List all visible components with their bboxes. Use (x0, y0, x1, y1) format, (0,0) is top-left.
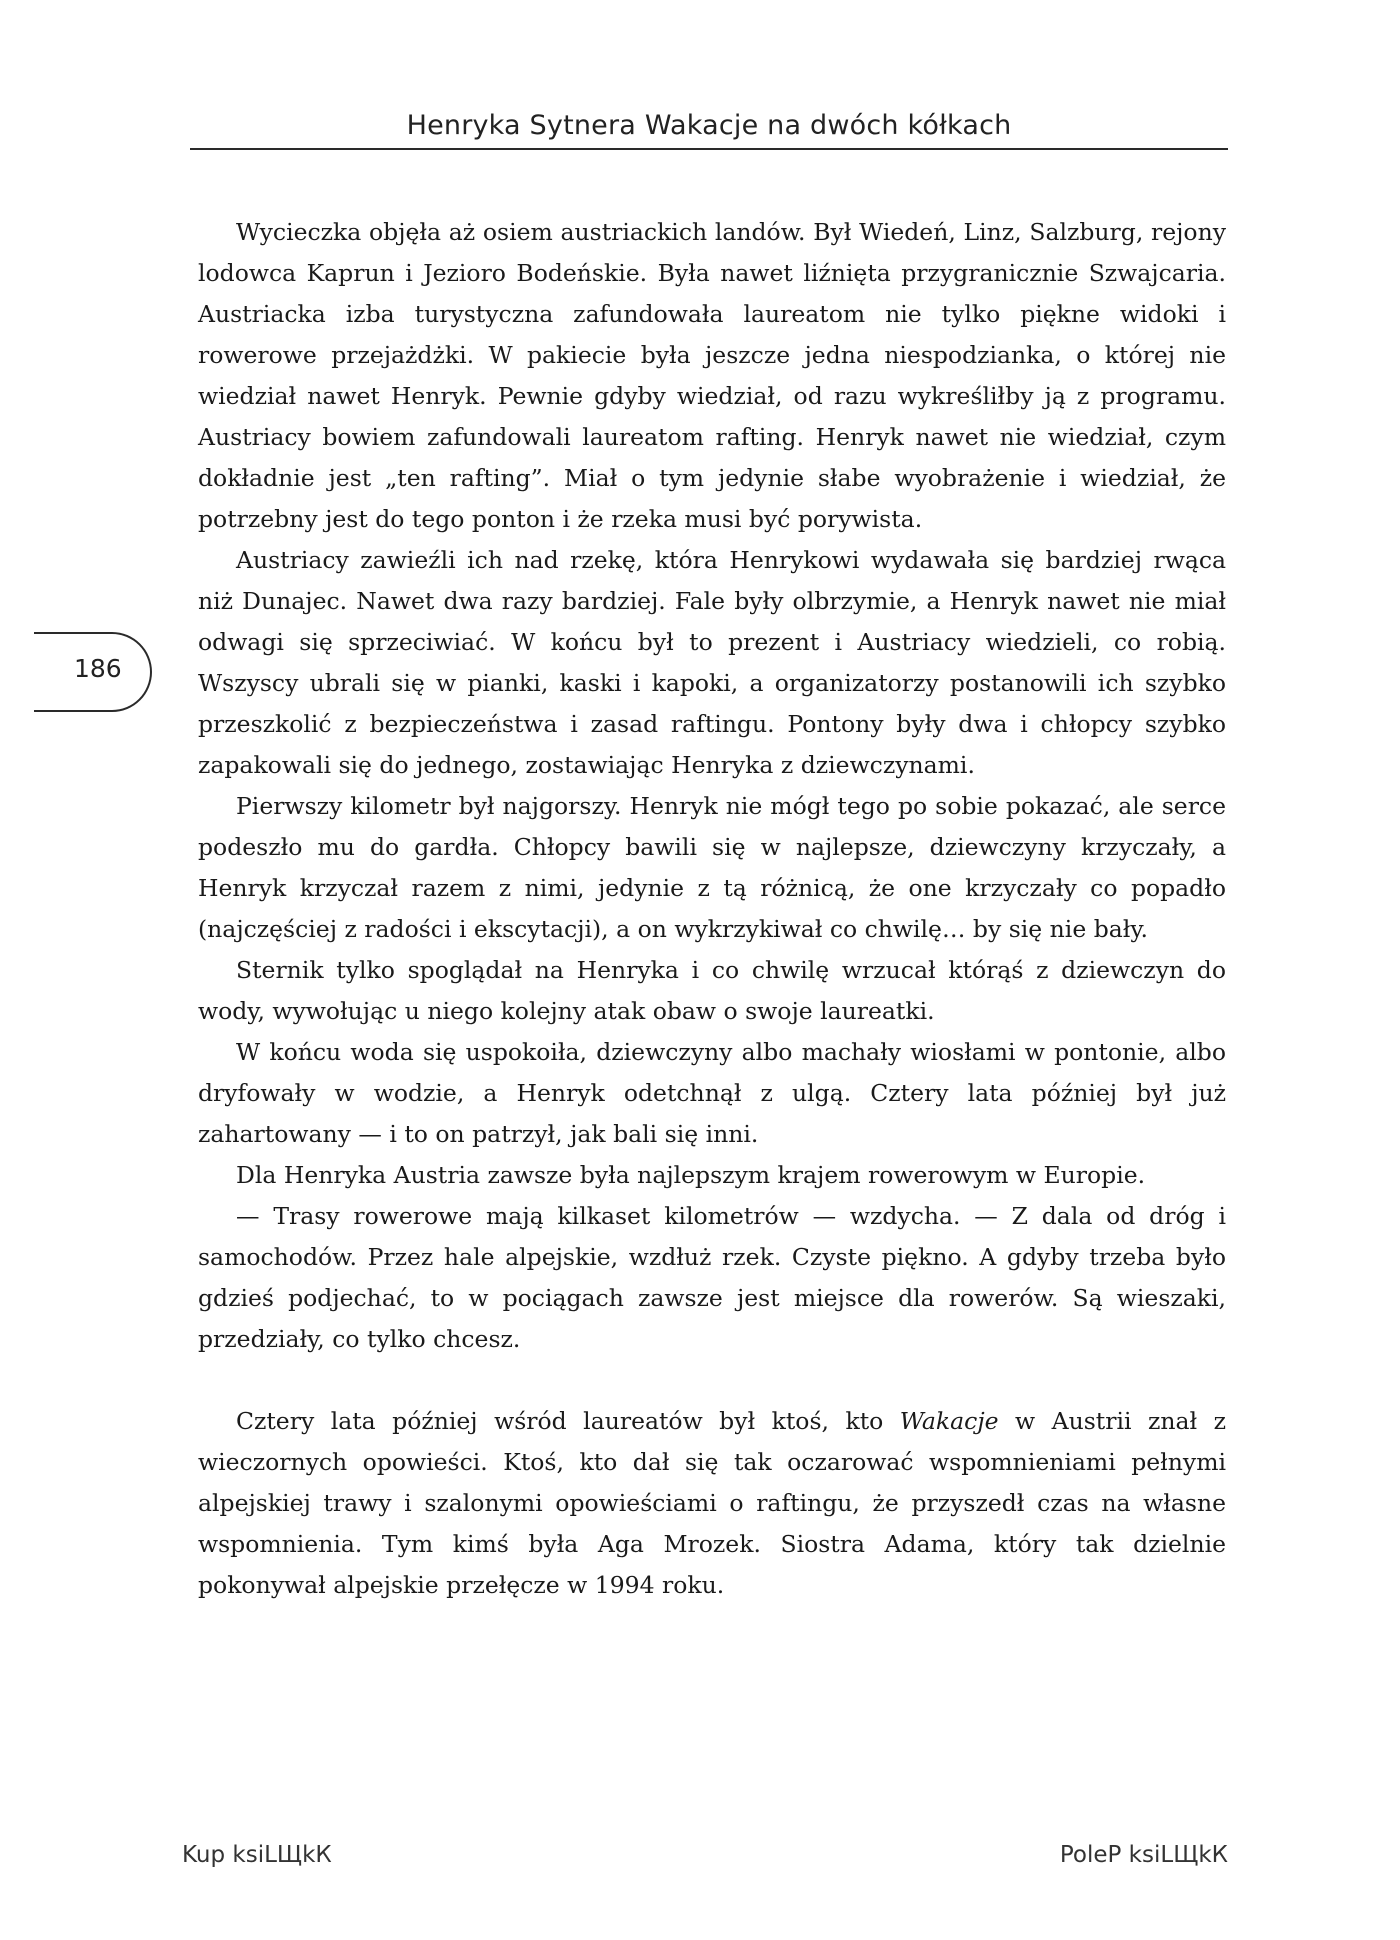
body-text (198, 212, 1226, 1606)
paragraph: Dla Henryka Austria zawsze była najlepszym krajem rowerowym w Europie. (236, 1161, 1146, 1189)
final-paragraph-end: w Austrii znał z wieczornych opowieści. Ktoś, kto dał się tak oczarować wspomnieniami pełnymi alpejskiej trawy i szalonymi opowieściami o raftingu, że przyszedł czas na własne wspomnienia. Tym kimś była Aga Mrozek. Siostra Adama, który tak dzielnie pokonywał alpejskie przełęcze w 1994 roku. (198, 1407, 1226, 1599)
page-number: 186 (74, 654, 122, 683)
page-number-tab (34, 632, 152, 712)
paragraph: Sternik tylko spoglądał na Henryka i co chwilę wrzucał którąś z dziewczyn do wody, wywołując u niego kolejny atak obaw o swoje laureatki. (198, 956, 1226, 1025)
section-break (198, 1360, 1226, 1401)
paragraph: W końcu woda się uspokoiła, dziewczyny albo machały wiosłami w pontonie, albo dryfowały w wodzie, a Henryk odetchnął z ulgą. Cztery lata później był już zahartowany — i to on patrzył, jak bali się inni. (198, 1038, 1226, 1148)
running-head (190, 108, 1228, 150)
paragraph: Pierwszy kilometr był najgorszy. Henryk nie mógł tego po sobie pokazać, ale serce podeszło mu do gardła. Chłopcy bawili się w najlepsze, dziewczyny krzyczały, a Henryk krzyczał razem z nimi, jedynie z tą różnicą, że one krzyczały co popadło (najczęściej z radości i ekscytacji), a on wykrzykiwał co chwilę… by się nie bały. (198, 792, 1226, 943)
footer-recommend-book-link[interactable]: PoleP ksiLЩkК (1059, 1842, 1228, 1868)
final-paragraph-start: Cztery lata później wśród laureatów był ktoś, kto (236, 1407, 900, 1435)
book-title-italic: Wakacje (899, 1407, 999, 1435)
paragraph: Wycieczka objęła aż osiem austriackich landów. Był Wiedeń, Linz, Salzburg, rejony lodowca Kaprun i Jezioro Bodeńskie. Była nawet liźnięta przygranicznie Szwajcaria. Austriacka izba turystyczna zafundowała laureatom nie tylko piękne widoki i rowerowe przejażdżki. W pakiecie była jeszcze jedna niespodzianka, o której nie wiedział nawet Henryk. Pewnie gdyby wiedział, od razu wykreśliłby ją z programu. Austriacy bowiem zafundowali laureatom rafting. Henryk nawet nie wiedział, czym dokładnie jest „ten rafting”. Miał o tym jedynie słabe wyobrażenie i wiedział, że potrzebny jest do tego ponton i że rzeka musi być porywista. (198, 218, 1226, 533)
final-paragraph (198, 1401, 1226, 1606)
paragraph: Austriacy zawieźli ich nad rzekę, która Henrykowi wydawała się bardziej rwąca niż Dunajec. Nawet dwa razy bardziej. Fale były olbrzymie, a Henryk nawet nie miał odwagi się sprzeciwiać. W końcu był to prezent i Austriacy wiedzieli, co robią. Wszyscy ubrali się w pianki, kaski i kapoki, a organizatorzy postanowili ich szybko przeszkolić z bezpieczeństwa i zasad raftingu. Pontony były dwa i chłopcy szybko zapakowali się do jednego, zostawiając Henryka z dziewczynami. (198, 546, 1226, 779)
paragraph: — Trasy rowerowe mają kilkaset kilometrów — wzdycha. — Z dala od dróg i samochodów. Przez hale alpejskie, wzdłuż rzek. Czyste piękno. A gdyby trzeba było gdzieś podjechać, to w pociągach zawsze jest miejsce dla rowerów. Są wieszaki, przedziały, co tylko chcesz. (198, 1202, 1226, 1353)
running-title: Henryka Sytnera Wakacje na dwóch kółkach (406, 110, 1012, 141)
footer-buy-book-link[interactable]: Kup ksiLЩkК (182, 1842, 332, 1868)
